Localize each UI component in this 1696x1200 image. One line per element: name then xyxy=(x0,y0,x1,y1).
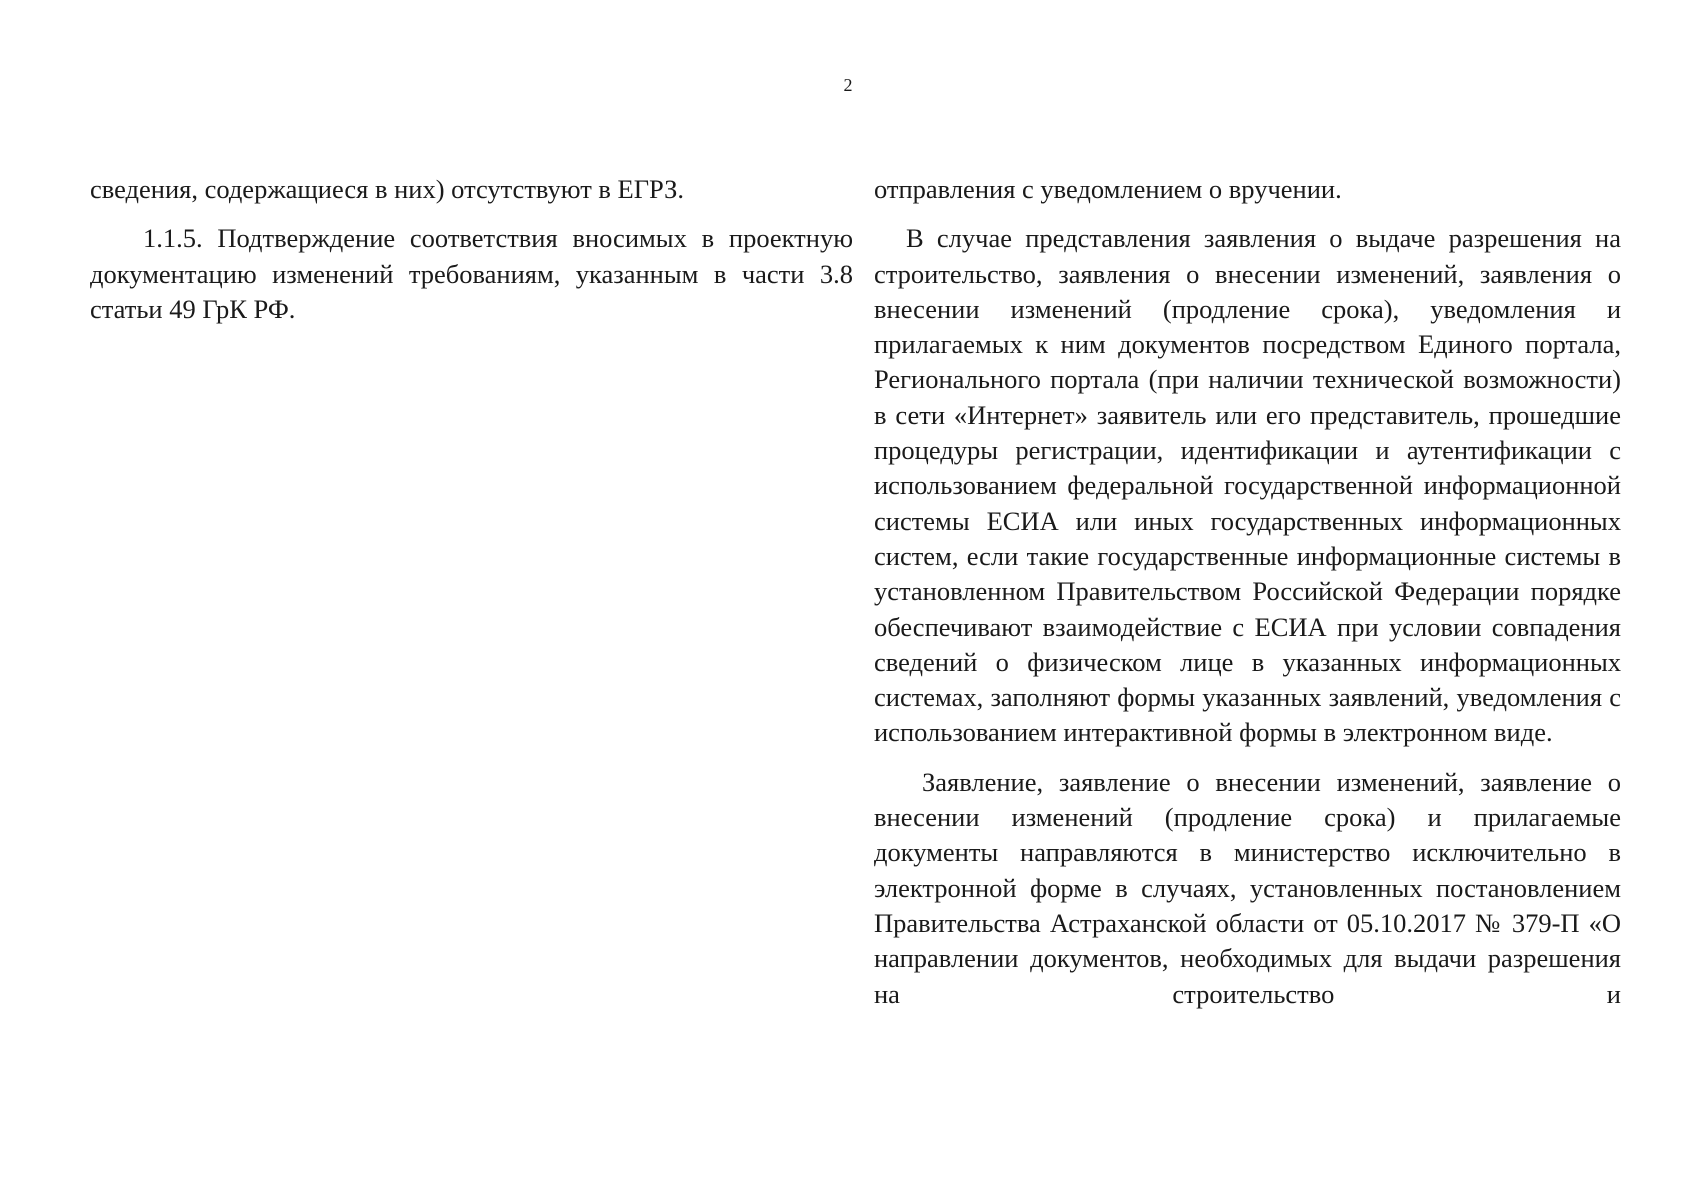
left-paragraph-2-section-1-1-5: 1.1.5. Подтверждение соответствия вносимых в проектную документацию изменений требованиям, указанным в части 3.8 статьи 49 ГрК РФ. xyxy=(90,223,853,324)
right-paragraph-1: отправления с уведомлением о вручении. xyxy=(874,174,1342,204)
left-text-column xyxy=(90,172,853,341)
right-text-column xyxy=(874,172,1621,1026)
right-paragraph-2: В случае представления заявления о выдаче разрешения на строительство, заявления о внесении изменений, заявления о внесении изменений (продление срока), уведомления и прилагаемых к ним документов посредством Единого портала, Регионального портала (при наличии технической возможности) в сети «Интернет» заявитель или его представитель, прошедшие процедуры регистрации, идентификации и аутентификации с использованием федеральной государственной информационной системы ЕСИА или иных государственных информационных систем, если такие государственные информационные системы в установленном Правительством Российской Федерации порядке обеспечивают взаимодействие с ЕСИА при условии совпадения сведений о физическом лице в указанных информационных системах, заполняют формы указанных заявлений, уведомления с использованием интерактивной формы в электронном виде. xyxy=(874,223,1621,748)
right-paragraph-3: Заявление, заявление о внесении изменений, заявление о внесении изменений (продление срока) и прилагаемые документы направляются в министерство исключительно в электронной форме в случаях, установленных постановлением Правительства Астраханской области от 05.10.2017 № 379-П «О направлении документов, необходимых для выдачи разрешения на строительство и xyxy=(874,766,1621,1009)
page-number: 2 xyxy=(843,75,853,95)
left-paragraph-1: сведения, содержащиеся в них) отсутствуют в ЕГРЗ. xyxy=(90,174,685,204)
